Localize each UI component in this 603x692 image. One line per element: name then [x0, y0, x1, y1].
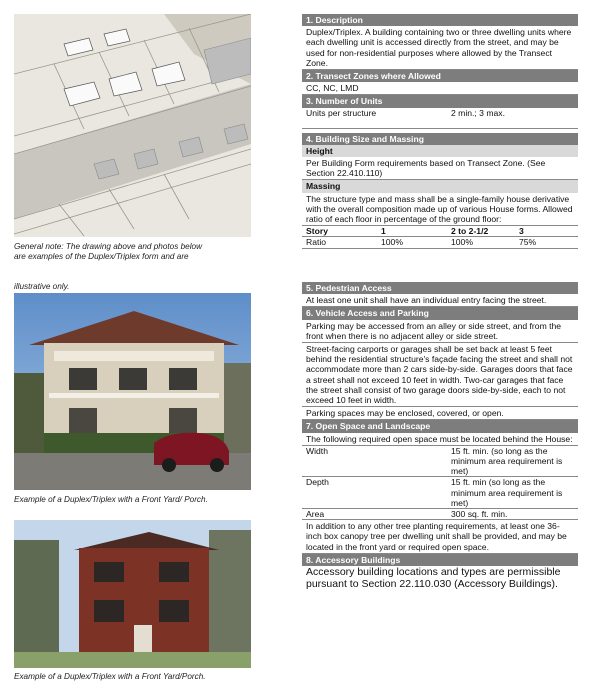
section-2-header: 2. Transect Zones where Allowed	[302, 70, 578, 82]
depth-label: Depth	[306, 477, 329, 488]
section-6-p3: Parking spaces may be enclosed, covered, or open.	[302, 407, 578, 420]
story-col-3: 3	[519, 226, 524, 237]
open-space-row-depth	[302, 477, 578, 509]
site-plan-drawing	[14, 14, 251, 237]
units-row	[302, 108, 578, 129]
requirements-top	[302, 14, 578, 249]
open-space-row-width	[302, 446, 578, 478]
height-subheader: Height	[302, 145, 578, 157]
story-header-row	[302, 226, 578, 237]
section-5-header: 5. Pedestrian Access	[302, 282, 578, 294]
story-col-0: Story	[306, 226, 328, 237]
area-value: 300 sq. ft. min.	[451, 509, 508, 520]
section-6-header: 6. Vehicle Access and Parking	[302, 307, 578, 319]
photo-1-caption: Example of a Duplex/Triplex with a Front Yard/ Porch.	[14, 495, 208, 504]
section-7-header: 7. Open Space and Landscape	[302, 420, 578, 432]
section-5-body: At least one unit shall have an individual entry facing the street.	[302, 294, 578, 307]
general-note-line-3: illustrative only.	[14, 282, 70, 291]
units-value: 2 min.; 3 max.	[451, 107, 505, 118]
ratio-col-2: 100%	[451, 237, 473, 248]
general-note-line-2: are examples of the Duplex/Triplex form and are	[14, 252, 189, 261]
width-value: 15 ft. min. (so long as the minimum area requirement is met)	[451, 445, 563, 477]
section-6-p1: Parking may be accessed from an alley or side street, and from the front when there is no adjacent alley or side street.	[302, 320, 578, 343]
duplex-photo-2	[14, 520, 251, 668]
section-7-intro: The following required open space must be located behind the House:	[302, 433, 578, 446]
duplex-photo-1	[14, 293, 251, 490]
section-1-header: 1. Description	[302, 14, 578, 26]
ratio-row	[302, 237, 578, 248]
units-label: Units per structure	[306, 107, 377, 118]
massing-body: The structure type and mass shall be a single-family house derivative with the overall composition made up of various House forms. Allowed ratio of each floor in percentage of the ground floor:	[302, 193, 578, 227]
width-label: Width	[306, 445, 328, 456]
section-8-header: 8. Accessory Buildings	[302, 554, 578, 566]
massing-subheader: Massing	[302, 180, 578, 192]
photo-2-caption: Example of a Duplex/Triplex with a Front Yard/Porch.	[14, 672, 206, 681]
ratio-col-3: 75%	[519, 237, 537, 248]
section-7-body: In addition to any other tree planting requirements, at least one 36-inch box canopy tree per dwelling unit shall be provided, and may be located in the front yard or required open space.	[302, 520, 578, 554]
open-space-row-area	[302, 509, 578, 520]
height-body: Per Building Form requirements based on Transect Zone. (See Section 22.410.110)	[302, 157, 578, 180]
general-note-line-1: General note: The drawing above and photos below	[14, 242, 202, 251]
requirements-bottom	[302, 282, 578, 591]
section-4-header: 4. Building Size and Massing	[302, 133, 578, 145]
area-label: Area	[306, 509, 325, 520]
section-1-body: Duplex/Triplex. A building containing two or three dwelling units where each dwelling unit is accessed directly from the street, and may be used for non-residential purposes where allowed by the Transect Zone.	[302, 26, 578, 70]
story-col-1: 1	[381, 226, 386, 237]
section-3-header: 3. Number of Units	[302, 95, 578, 107]
story-col-2: 2 to 2-1/2	[451, 226, 489, 237]
section-6-p2: Street-facing carports or garages shall be set back at least 5 feet behind the residential structure's façade facing the street and shall not accommodate more than 2 cars side-by-side. Garages doors that face a street shall not exceed 10 feet in width. Two-car garages that face the street shall consist of two garage doors side-by-side, each to not exceed 10 feet in width.	[302, 343, 578, 407]
section-8-body: Accessory building locations and types are permissible pursuant to Section 22.110.030 (Accessory Buildings).	[306, 566, 561, 590]
depth-value: 15 ft. min (so long as the minimum area requirement is met)	[451, 477, 563, 508]
ratio-col-1: 100%	[381, 237, 403, 248]
ratio-col-0: Ratio	[306, 237, 327, 248]
section-2-body: CC, NC, LMD	[302, 82, 578, 95]
